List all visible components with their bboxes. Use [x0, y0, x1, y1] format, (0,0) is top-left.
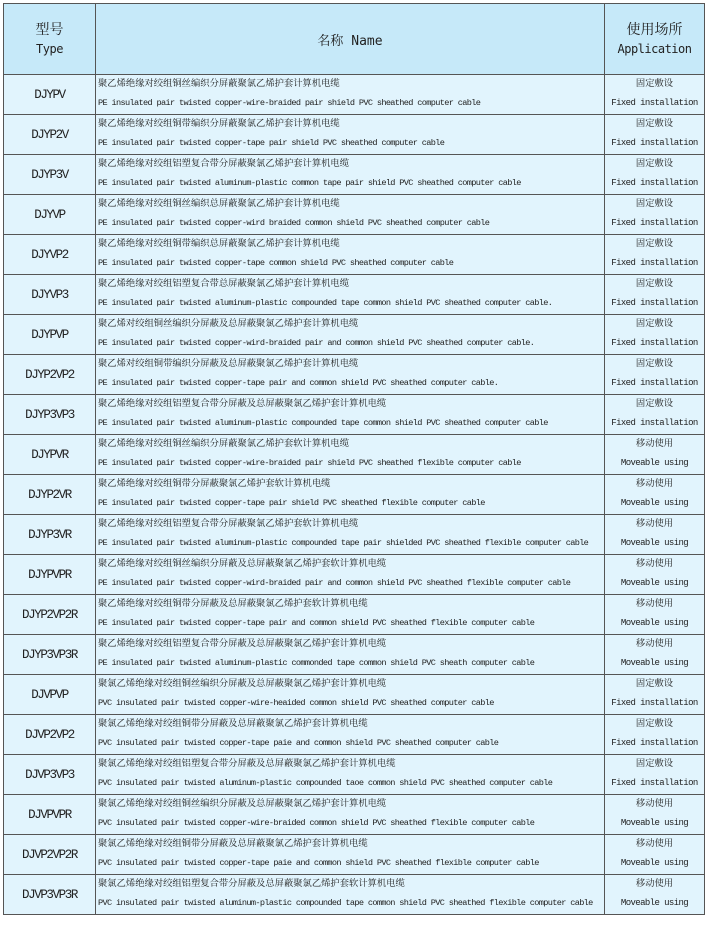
- cell-name: [96, 475, 605, 515]
- name-en: PE insulated pair twisted aluminum-plastic compounded tape pair shielded PVC sheathed flexible computer cable: [98, 537, 589, 548]
- application-cn: 固定敷设: [635, 757, 674, 769]
- name-en: PE insulated pair twisted copper-tape pair shield PVC sheathed flexible computer cable: [98, 497, 485, 508]
- cell-name: [96, 795, 605, 835]
- table-row: [4, 115, 705, 155]
- cell-name: [96, 595, 605, 635]
- cell-name: [96, 515, 605, 555]
- name-cn: 聚氯乙烯绝缘对绞组铝塑复合带分屏蔽及总屏蔽聚氯乙烯护套计算机电缆: [98, 757, 396, 769]
- application-cn: 固定敷设: [635, 317, 674, 329]
- name-en: PE insulated pair twisted aluminum-plastic common tape pair shield PVC sheathed computer cable: [98, 177, 521, 188]
- name-cn: 聚氯乙烯绝缘对绞组铜丝编织分屏蔽及总屏蔽聚氯乙烯护套计算机电缆: [98, 677, 387, 689]
- type-code: DJYP2VP2R: [22, 607, 77, 622]
- type-code: DJYVP2: [31, 247, 68, 262]
- type-code: DJVP3VP3: [25, 767, 74, 782]
- application-cn: 固定敷设: [635, 117, 674, 129]
- table-row: [4, 875, 705, 915]
- name-cn: 聚乙烯绝缘对绞组铜带分屏蔽及总屏蔽聚氯乙烯护套软计算机电缆: [98, 597, 368, 609]
- cell-application: [605, 515, 705, 555]
- cell-type: [4, 875, 96, 915]
- table-row: [4, 755, 705, 795]
- cell-application: [605, 315, 705, 355]
- cell-application: [605, 715, 705, 755]
- type-code: DJVP2VP2: [25, 727, 74, 742]
- application-cn: 固定敷设: [635, 77, 674, 89]
- header-app-en: Application: [617, 42, 692, 56]
- application-cn: 固定敷设: [635, 357, 674, 369]
- application-en: Moveable using: [620, 497, 689, 508]
- cell-type: [4, 355, 96, 395]
- name-cn: 聚乙烯绝缘对绞组铝塑复合带分屏蔽聚氯乙烯护套计算机电缆: [98, 157, 350, 169]
- application-en: Moveable using: [620, 817, 689, 828]
- name-en: PE insulated pair twisted copper-wird-braided pair and common shield PVC sheathed flexible computer cable: [98, 577, 571, 588]
- cell-name: [96, 195, 605, 235]
- application-en: Fixed installation: [611, 777, 698, 788]
- table-row: [4, 515, 705, 555]
- cell-name: [96, 435, 605, 475]
- cell-name: [96, 835, 605, 875]
- application-en: Fixed installation: [611, 97, 698, 108]
- cell-application: [605, 835, 705, 875]
- cell-name: [96, 715, 605, 755]
- cell-name: [96, 555, 605, 595]
- name-en: PE insulated pair twisted copper-wird-braided pair and common shield PVC sheathed computer cable.: [98, 337, 535, 348]
- name-cn: 聚乙烯绝缘对绞组铝塑复合带总屏蔽聚氯乙烯护套计算机电缆: [98, 277, 350, 289]
- cell-type: [4, 755, 96, 795]
- application-cn: 移动使用: [635, 557, 674, 569]
- cell-type: [4, 635, 96, 675]
- application-en: Fixed installation: [611, 337, 698, 348]
- cell-type: [4, 475, 96, 515]
- name-cn: 聚乙烯绝缘对绞组铜丝编织分屏蔽及总屏蔽聚氯乙烯护套软计算机电缆: [98, 557, 387, 569]
- type-code: DJVP3VP3R: [22, 887, 77, 902]
- cell-application: [605, 235, 705, 275]
- name-en: PVC insulated pair twisted copper-wire-heaided common shield PVC sheathed computer cable: [98, 697, 494, 708]
- name-en: PE insulated pair twisted copper-tape pair shield PVC sheathed computer cable: [98, 137, 445, 148]
- header-name-label: 名称 Name: [317, 33, 383, 49]
- type-code: DJVPVPR: [28, 807, 71, 822]
- cell-type: [4, 435, 96, 475]
- application-en: Moveable using: [620, 857, 689, 868]
- header-type: [4, 4, 96, 75]
- application-cn: 移动使用: [635, 477, 674, 489]
- cell-type: [4, 675, 96, 715]
- name-cn: 聚乙烯绝缘对绞组铜丝编织分屏蔽聚氯乙烯护套计算机电缆: [98, 77, 340, 89]
- type-code: DJYPVPR: [28, 567, 71, 582]
- cell-type: [4, 555, 96, 595]
- type-code: DJYPVP: [31, 327, 68, 342]
- type-code: DJYP3VR: [28, 527, 71, 542]
- application-en: Moveable using: [620, 657, 689, 668]
- application-en: Fixed installation: [611, 297, 698, 308]
- name-en: PE insulated pair twisted copper-tape pair and common shield PVC sheathed computer cable.: [98, 377, 499, 388]
- cell-name: [96, 275, 605, 315]
- cell-application: [605, 755, 705, 795]
- name-en: PE insulated pair twisted aluminum-plastic compounded tape common shield PVC sheathed computer cable: [98, 417, 548, 428]
- name-cn: 聚乙烯绝缘对绞组铜带分屏蔽聚氯乙烯护套软计算机电缆: [98, 477, 331, 489]
- application-en: Fixed installation: [611, 417, 698, 428]
- name-en: PE insulated pair twisted copper-tape pair and common shield PVC sheathed flexible computer cable: [98, 617, 535, 628]
- cell-application: [605, 75, 705, 115]
- table-row: [4, 795, 705, 835]
- table-row: [4, 475, 705, 515]
- type-code: DJYP3VP3: [25, 407, 74, 422]
- type-code: DJYVP: [34, 207, 65, 222]
- name-cn: 聚乙烯绝缘对绞组铜丝编织分屏蔽聚氯乙烯护套软计算机电缆: [98, 437, 350, 449]
- type-code: DJYP2VP2: [25, 367, 74, 382]
- table-row: [4, 395, 705, 435]
- header-app-cn: 使用场所: [626, 22, 683, 38]
- type-code: DJYVP3: [31, 287, 68, 302]
- table-row: [4, 635, 705, 675]
- cell-type: [4, 395, 96, 435]
- name-cn: 聚乙烯绝缘对绞组铝塑复合带分屏蔽聚氯乙烯护套软计算机电缆: [98, 517, 359, 529]
- table-row: [4, 835, 705, 875]
- cell-application: [605, 275, 705, 315]
- cell-application: [605, 355, 705, 395]
- application-en: Fixed installation: [611, 377, 698, 388]
- application-en: Fixed installation: [611, 737, 698, 748]
- type-code: DJYP3VP3R: [22, 647, 77, 662]
- table-row: [4, 195, 705, 235]
- application-cn: 移动使用: [635, 597, 674, 609]
- name-en: PE insulated pair twisted copper-wire-braided pair shield PVC sheathed computer cable: [98, 97, 481, 108]
- type-code: DJYP3V: [31, 167, 68, 182]
- name-en: PE insulated pair twisted copper-wire-braided pair shield PVC sheathed flexible computer cable: [98, 457, 521, 468]
- name-en: PE insulated pair twisted copper-tape common shield PVC sheathed computer cable: [98, 257, 454, 268]
- cell-name: [96, 675, 605, 715]
- name-en: PE insulated pair twisted aluminum-plastic commonded tape common shield PVC sheath computer cable: [98, 657, 535, 668]
- name-en: PVC insulated pair twisted copper-wire-braided common shield PVC sheathed flexible computer cable: [98, 817, 535, 828]
- cell-name: [96, 75, 605, 115]
- name-cn: 聚乙烯对绞组铜带编织分屏蔽及总屏蔽聚氯乙烯护套计算机电缆: [98, 357, 359, 369]
- application-en: Fixed installation: [611, 137, 698, 148]
- cell-name: [96, 315, 605, 355]
- table-row: [4, 435, 705, 475]
- application-cn: 固定敷设: [635, 717, 674, 729]
- cell-name: [96, 875, 605, 915]
- application-cn: 固定敷设: [635, 277, 674, 289]
- cell-type: [4, 795, 96, 835]
- type-code: DJYPVR: [31, 447, 68, 462]
- cell-type: [4, 115, 96, 155]
- name-en: PE insulated pair twisted aluminum-plastic compounded tape common shield PVC sheathed computer cable.: [98, 297, 553, 308]
- name-cn: 聚乙烯绝缘对绞组铝塑复合带分屏蔽及总屏蔽聚氯乙烯护套计算机电缆: [98, 397, 387, 409]
- application-en: Moveable using: [620, 457, 689, 468]
- name-cn: 聚氯乙烯绝缘对绞组铝塑复合带分屏蔽及总屏蔽聚氯乙烯护套软计算机电缆: [98, 877, 405, 889]
- cell-name: [96, 635, 605, 675]
- name-en: PVC insulated pair twisted aluminum-plastic compounded taoe common shield PVC sheathed computer cable: [98, 777, 553, 788]
- name-cn: 聚乙烯绝缘对绞组铜带编织分屏蔽聚氯乙烯护套计算机电缆: [98, 117, 340, 129]
- application-cn: 固定敷设: [635, 157, 674, 169]
- name-cn: 聚乙烯绝缘对绞组铝塑复合带分屏蔽及总屏蔽聚氯乙烯护套计算机电缆: [98, 637, 387, 649]
- table-row: [4, 595, 705, 635]
- name-cn: 聚乙烯对绞组铜丝编织分屏蔽及总屏蔽聚氯乙烯护套计算机电缆: [98, 317, 359, 329]
- cell-type: [4, 195, 96, 235]
- cell-application: [605, 795, 705, 835]
- application-cn: 移动使用: [635, 517, 674, 529]
- application-en: Moveable using: [620, 897, 689, 908]
- cell-application: [605, 195, 705, 235]
- application-cn: 固定敷设: [635, 397, 674, 409]
- table-row: [4, 315, 705, 355]
- type-code: DJVPVP: [31, 687, 68, 702]
- cell-type: [4, 75, 96, 115]
- table-row: [4, 155, 705, 195]
- table-row: [4, 75, 705, 115]
- application-en: Fixed installation: [611, 177, 698, 188]
- application-cn: 固定敷设: [635, 677, 674, 689]
- cell-application: [605, 875, 705, 915]
- application-en: Moveable using: [620, 617, 689, 628]
- cell-name: [96, 115, 605, 155]
- cell-name: [96, 235, 605, 275]
- name-en: PE insulated pair twisted copper-wird braided common shield PVC sheathed computer cable: [98, 217, 490, 228]
- cell-type: [4, 275, 96, 315]
- header-type-cn: 型号: [35, 22, 64, 38]
- type-code: DJYPV: [34, 87, 65, 102]
- cell-application: [605, 435, 705, 475]
- header-type-en: Type: [36, 42, 63, 56]
- name-en: PVC insulated pair twisted aluminum-plastic compounded tape common shield PVC sheathed flexible computer cable: [98, 897, 593, 908]
- application-cn: 固定敷设: [635, 237, 674, 249]
- application-cn: 移动使用: [635, 437, 674, 449]
- application-cn: 固定敷设: [635, 197, 674, 209]
- cell-name: [96, 755, 605, 795]
- cell-name: [96, 395, 605, 435]
- header-application: [605, 4, 705, 75]
- cell-type: [4, 515, 96, 555]
- application-cn: 移动使用: [635, 797, 674, 809]
- cable-spec-table: [3, 3, 705, 915]
- table-row: [4, 235, 705, 275]
- application-en: Fixed installation: [611, 257, 698, 268]
- cell-application: [605, 155, 705, 195]
- name-en: PVC insulated pair twisted copper-tape paie and common shield PVC sheathed computer cable: [98, 737, 499, 748]
- application-en: Moveable using: [620, 577, 689, 588]
- cell-type: [4, 235, 96, 275]
- name-cn: 聚氯乙烯绝缘对绞组铜带分屏蔽及总屏蔽聚氯乙烯护套计算机电缆: [98, 717, 368, 729]
- table-row: [4, 555, 705, 595]
- table-row: [4, 275, 705, 315]
- type-code: DJVP2VP2R: [22, 847, 77, 862]
- name-en: PVC insulated pair twisted copper-tape paie and common shield PVC sheathed flexible computer cable: [98, 857, 539, 868]
- name-cn: 聚乙烯绝缘对绞组铜带编织总屏蔽聚氯乙烯护套计算机电缆: [98, 237, 340, 249]
- application-en: Fixed installation: [611, 697, 698, 708]
- type-code: DJYP2V: [31, 127, 68, 142]
- header-name: [96, 4, 605, 75]
- table-row: [4, 715, 705, 755]
- table-row: [4, 675, 705, 715]
- cell-application: [605, 595, 705, 635]
- type-code: DJYP2VR: [28, 487, 71, 502]
- cell-application: [605, 555, 705, 595]
- cell-application: [605, 115, 705, 155]
- cell-type: [4, 315, 96, 355]
- application-en: Fixed installation: [611, 217, 698, 228]
- name-cn: 聚氯乙烯绝缘对绞组铜丝编织分屏蔽及总屏蔽聚氯乙烯护套计算机电缆: [98, 797, 387, 809]
- cell-application: [605, 475, 705, 515]
- application-en: Moveable using: [620, 537, 689, 548]
- cell-type: [4, 595, 96, 635]
- table-row: [4, 355, 705, 395]
- application-cn: 移动使用: [635, 837, 674, 849]
- name-cn: 聚乙烯绝缘对绞组铜丝编织总屏蔽聚氯乙烯护套计算机电缆: [98, 197, 340, 209]
- application-cn: 移动使用: [635, 877, 674, 889]
- cell-type: [4, 835, 96, 875]
- cell-application: [605, 675, 705, 715]
- cell-name: [96, 155, 605, 195]
- name-cn: 聚氯乙烯绝缘对绞组铜带分屏蔽及总屏蔽聚氯乙烯护套计算机电缆: [98, 837, 368, 849]
- cell-application: [605, 395, 705, 435]
- table-header: [4, 4, 705, 75]
- cell-application: [605, 635, 705, 675]
- cell-type: [4, 715, 96, 755]
- application-cn: 移动使用: [635, 637, 674, 649]
- cell-name: [96, 355, 605, 395]
- cell-type: [4, 155, 96, 195]
